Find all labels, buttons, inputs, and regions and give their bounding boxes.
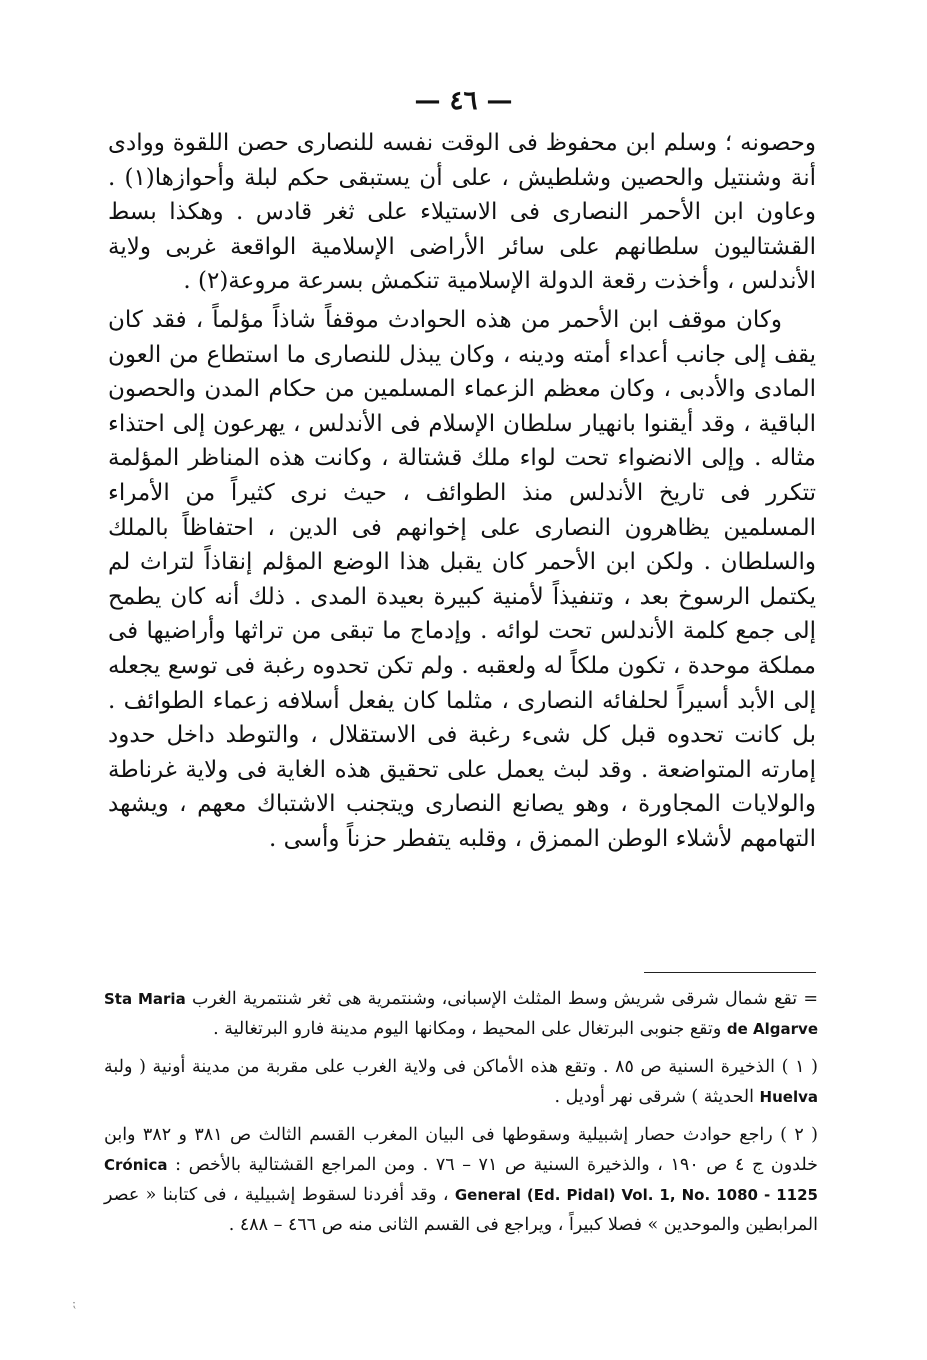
footnote-latin: Huelva bbox=[759, 1088, 818, 1106]
main-text bbox=[108, 126, 816, 856]
footnote-latin: Sta Maria de Algarve bbox=[104, 990, 818, 1038]
scan-speck: ⁏ bbox=[72, 1296, 77, 1310]
footnote-text: = تقع شمال شرقى شريش وسط المثلث الإسبانى، وشنتمرية هى ثغر شنتمرية الغرب bbox=[191, 989, 818, 1009]
footnotes bbox=[104, 984, 818, 1248]
footnote-text: الحديثة ) شرقى نهر أوديل . bbox=[554, 1087, 754, 1107]
footnote-text: وتقع جنوبى البرتغال على المحيط ، ومكانها اليوم مدينة فارو البرتغالية . bbox=[213, 1019, 722, 1039]
footnote-2 bbox=[104, 1120, 818, 1240]
footnote-text: ، وقد أفردنا لسقوط إشبيلية ، فى كتابنا « عصر المرابطين والموحدين » فصلا كبيراً ، ويراجع فى القسم الثانى منه ص ٤٦٦ – ٤٨٨ . bbox=[104, 1185, 818, 1235]
paragraph: وحصونه ؛ وسلم ابن محفوظ فى الوقت نفسه للنصارى حصن اللقوة ووادى أنة وشنتيل والحصين وشلطيش ، على أن يستبقى حكم لبلة وأحوازها(١) . وعاون ابن الأحمر النصارى فى الاستيلاء على ثغر قادس . وهكذا بسط القشتاليون سلطانهم على سائر الأراضى الإسلامية الواقعة غربى ولاية الأندلس ، وأخذت رقعة الدولة الإسلامية تنكمش بسرعة مروعة(٢) . bbox=[108, 130, 816, 295]
footnote-text: ( ١ ) الذخيرة السنية ص ٨٥ . وتقع هذه الأماكن فى ولاية الغرب على مقربة من مدينة أونية ( ولبة bbox=[104, 1057, 819, 1077]
footnote-text: ( ٢ ) راجع حوادث حصار إشبيلية وسقوطها فى البيان المغرب القسم الثالث ص ٣٨١ و ٣٨٢ وابن خلدون ج ٤ ص ١٩٠ ، والذخيرة السنية ص ٧١ – ٧٦ . ومن المراجع القشتالية بالأخص : bbox=[104, 1125, 818, 1175]
footnote-continued bbox=[104, 984, 818, 1044]
paragraph: وكان موقف ابن الأحمر من هذه الحوادث موقفاً شاذاً مؤلماً ، فقد كان يقف إلى جانب أعداء أمته ودينه ، وكان يبذل للنصارى ما استطاع من العون المادى والأدبى ، وكان معظم الزعماء المسلمين من حكام المدن والحصون الباقية ، وقد أيقنوا بانهيار سلطان الإسلام فى الأندلس ، يهرعون إلى احتذاء مثاله . وإلى الانضواء تحت لواء ملك قشتالة ، وكانت هذه المناظر المؤلمة تتكرر فى تاريخ الأندلس منذ الطوائف ، حيث نرى كثيراً من الأمراء المسلمين يظاهرون النصارى على إخوانهم فى الدين ، احتفاظاً بالملك والسلطان . ولكن ابن الأحمر كان يقبل هذا الوضع المؤلم إنقاذاً لتراث لم يكتمل الرسوخ بعد ، وتنفيذاً لأمنية كبيرة بعيدة المدى . ذلك أنه كان يطمح إلى جمع كلمة الأندلس تحت لوائه . وإدماج ما تبقى من تراثها وأراضيها فى مملكة موحدة ، تكون ملكاً له ولعقبه . ولم تكن تحدوه رغبة فى توسع يجعله إلى الأبد أسيراً لحلفائه النصارى ، مثلما كان يفعل أسلافه زعماء الطوائف . بل كانت تحدوه قبل كل شىء رغبة فى الاستقلال ، والتوطد داخل حدود إمارته المتواضعة . وقد لبث يعمل على تحقيق هذه الغاية فى ولاية غرناطة والولايات المجاورة ، وهو يصانع النصارى ويتجنب الاشتباك معهم ، ويشهد التهامهم لأشلاء الوطن الممزق ، وقلبه يتفطر حزناً وأسى . bbox=[108, 306, 816, 852]
page-number: — ٤٦ — bbox=[414, 86, 513, 116]
footnote-separator bbox=[644, 972, 816, 973]
footnote-1 bbox=[104, 1052, 818, 1112]
footnote-latin: Crónica General (Ed. Pidal) Vol. 1, No. 1080 - 1125 bbox=[104, 1156, 818, 1204]
